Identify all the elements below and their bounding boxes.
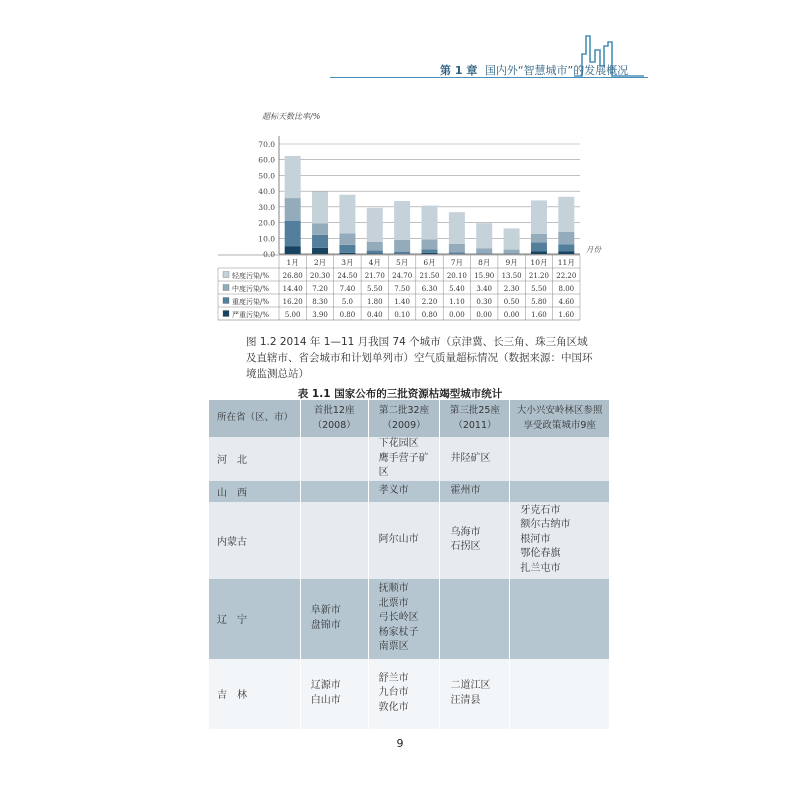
y-tick-label: 0.0 <box>263 250 275 259</box>
cell-batch-2: 舒兰市 九台市 敦化市 <box>368 659 440 729</box>
cell-batch-1: 阜新市 盘锦市 <box>300 579 368 659</box>
cell-province: 河 北 <box>209 437 301 481</box>
bar-segment <box>422 206 438 240</box>
data-label: 3.90 <box>312 311 328 319</box>
data-label: 5.80 <box>531 298 547 306</box>
bar-segment <box>312 235 328 248</box>
data-label: 15.90 <box>474 272 495 280</box>
y-tick-label: 20.0 <box>258 218 275 228</box>
cell-batch-1 <box>300 502 368 579</box>
cell-batch-2: 下花园区 鹰手营子矿区 <box>368 437 440 481</box>
data-label: 0.80 <box>339 311 356 319</box>
legend-label: 轻度污染/% <box>232 272 270 280</box>
data-label: 16.20 <box>282 298 303 306</box>
stacked-bar-chart <box>0 0 800 330</box>
data-label: 5.0 <box>341 298 353 306</box>
data-label: 1.60 <box>558 311 575 319</box>
data-label: 5.00 <box>284 311 301 319</box>
data-label: 8.30 <box>312 298 328 306</box>
x-axis-label: 月份 <box>586 245 601 254</box>
bar-segment <box>558 244 574 251</box>
data-label: 1.10 <box>449 298 465 306</box>
bar-segment <box>339 233 355 245</box>
bar-segment <box>476 223 492 248</box>
data-label: 20.10 <box>446 272 467 280</box>
table-title: 表 1.1 国家公布的三批资源枯竭型城市统计 <box>297 388 503 400</box>
bar-segment <box>285 198 301 221</box>
bar-segment <box>394 201 410 240</box>
bar-segment <box>422 249 438 252</box>
table-row <box>209 579 610 659</box>
data-label: 0.10 <box>394 311 410 319</box>
x-tick-label: 11月 <box>557 258 575 267</box>
bar-segment <box>476 248 492 253</box>
cell-forest-region <box>510 659 610 729</box>
data-label: 3.40 <box>476 285 493 293</box>
data-label: 0.30 <box>476 298 493 306</box>
bar-segment <box>449 252 465 254</box>
bar-segment <box>504 250 520 254</box>
data-label: 2.20 <box>421 298 438 306</box>
bar-segment <box>339 253 355 254</box>
data-label: 24.70 <box>392 272 413 280</box>
x-tick-label: 1月 <box>286 258 299 267</box>
data-label: 21.20 <box>528 272 549 280</box>
data-label: 0.00 <box>476 311 493 319</box>
y-tick-label: 40.0 <box>258 187 275 197</box>
cell-batch-3: 二道江区 汪清县 <box>440 659 510 729</box>
y-tick-label: 50.0 <box>258 171 275 181</box>
x-tick-label: 3月 <box>341 258 354 267</box>
data-label: 5.40 <box>449 285 465 293</box>
x-tick-label: 9月 <box>505 258 518 267</box>
data-label: 14.40 <box>282 285 303 293</box>
chapter-number: 第 1 章 <box>440 64 478 77</box>
legend-swatch <box>223 272 229 278</box>
bar-segment <box>339 245 355 253</box>
cell-province: 辽 宁 <box>209 579 301 659</box>
bar-segment <box>531 234 547 243</box>
bar-segment <box>504 228 520 249</box>
data-label: 26.80 <box>282 272 303 280</box>
bar-segment <box>531 200 547 233</box>
data-label: 21.50 <box>419 272 440 280</box>
bar-segment <box>339 195 355 234</box>
table-row <box>209 502 610 579</box>
bar-segment <box>394 252 410 254</box>
cell-batch-2: 阿尔山市 <box>368 502 440 579</box>
cell-province: 吉 林 <box>209 659 301 729</box>
header-province: 所在省（区、市） <box>209 400 301 437</box>
data-label: 6.30 <box>421 285 438 293</box>
cell-batch-3: 乌海市 石拐区 <box>440 502 510 579</box>
bar-segment <box>449 212 465 244</box>
data-label: 7.50 <box>394 285 410 293</box>
chapter-title: 国内外“智慧城市”的发展概况 <box>484 64 629 77</box>
data-label: 5.50 <box>366 285 383 293</box>
y-tick-label: 60.0 <box>258 155 275 165</box>
bar-segment <box>312 192 328 224</box>
legend-swatch <box>223 285 229 291</box>
bar-segment <box>394 240 410 252</box>
data-label: 2.30 <box>503 285 520 293</box>
page-number: 9 <box>396 737 404 750</box>
header-forest-region: 大小兴安岭林区参照 享受政策城市9座 <box>510 400 610 437</box>
cell-province: 山 西 <box>209 481 301 502</box>
data-label: 21.70 <box>364 272 385 280</box>
bar-segment <box>422 239 438 249</box>
bar-segment <box>531 242 547 251</box>
data-label: 0.80 <box>421 311 438 319</box>
cities-table <box>208 400 610 729</box>
data-label: 1.40 <box>394 298 410 306</box>
data-label: 22.20 <box>556 272 577 280</box>
y-tick-label: 70.0 <box>258 140 275 149</box>
data-label: 0.00 <box>503 311 520 319</box>
x-tick-label: 8月 <box>478 258 491 267</box>
y-tick-label: 30.0 <box>258 202 275 212</box>
cell-province: 内蒙古 <box>209 502 301 579</box>
table-row <box>209 659 610 729</box>
x-tick-label: 6月 <box>423 258 436 267</box>
data-label: 4.60 <box>558 298 575 306</box>
cell-batch-1 <box>300 437 368 481</box>
cell-forest-region <box>510 437 610 481</box>
header-batch-1: 首批12座 （2008） <box>300 400 368 437</box>
table-row <box>209 437 610 481</box>
legend-swatch <box>223 298 229 304</box>
bar-segment <box>312 224 328 235</box>
data-label: 1.80 <box>366 298 383 306</box>
x-tick-label: 7月 <box>450 258 464 267</box>
figure-caption: 图 1.2 2014 年 1—11 月我国 74 个城市（京津冀、长三角、珠三角区域及直辖市、省会城市和计划单列市）空气质量超标情况（数据来源：中国环境监测总站） <box>246 336 593 380</box>
y-axis-label: 超标天数比率/% <box>262 112 321 121</box>
cell-forest-region: 牙克石市 额尔古纳市 根河市 鄂伦春旗 扎兰屯市 <box>510 502 610 579</box>
x-tick-label: 2月 <box>313 258 327 267</box>
bar-segment <box>367 208 383 242</box>
data-label: 7.40 <box>339 285 356 293</box>
bar-segment <box>367 251 383 254</box>
bar-segment <box>449 244 465 252</box>
legend-label: 严重污染/% <box>232 311 270 319</box>
bar-segment <box>312 248 328 254</box>
data-label: 0.00 <box>449 311 465 319</box>
legend-swatch <box>223 311 229 317</box>
x-tick-label: 5月 <box>395 258 409 267</box>
data-label: 24.50 <box>337 272 358 280</box>
data-label: 8.00 <box>558 285 575 293</box>
bar-segment <box>285 156 301 198</box>
bar-segment <box>285 221 301 246</box>
cell-batch-1 <box>300 481 368 502</box>
header-batch-3: 第三批25座 （2011） <box>440 400 510 437</box>
bar-segment <box>504 253 520 254</box>
bar-segment <box>367 242 383 251</box>
cell-batch-3: 井陉矿区 <box>440 437 510 481</box>
bar-segment <box>367 253 383 254</box>
data-label: 0.40 <box>366 311 383 319</box>
cell-batch-1: 辽源市 白山市 <box>300 659 368 729</box>
cell-forest-region <box>510 481 610 502</box>
bar-segment <box>422 253 438 254</box>
bar-segment <box>531 251 547 254</box>
data-label: 7.20 <box>312 285 328 293</box>
bar-segment <box>558 197 574 232</box>
data-label: 0.50 <box>503 298 520 306</box>
x-tick-label: 10月 <box>530 258 548 267</box>
legend-label: 中度污染/% <box>232 285 270 293</box>
cell-batch-2: 孝义市 <box>368 481 440 502</box>
bar-segment <box>558 232 574 245</box>
bar-segment <box>558 251 574 254</box>
data-label: 1.60 <box>531 311 547 319</box>
data-label: 5.50 <box>531 285 547 293</box>
bar-segment <box>285 246 301 254</box>
data-label: 13.50 <box>501 272 522 280</box>
data-label: 20.30 <box>310 272 331 280</box>
cell-batch-3 <box>440 579 510 659</box>
cell-batch-3: 霍州市 <box>440 481 510 502</box>
cell-forest-region <box>510 579 610 659</box>
table-row <box>209 481 610 502</box>
header-batch-2: 第二批32座 （2009） <box>368 400 440 437</box>
y-tick-label: 10.0 <box>258 234 275 244</box>
cell-batch-2: 抚顺市 北票市 弓长岭区 杨家杖子 南票区 <box>368 579 440 659</box>
x-tick-label: 4月 <box>368 258 381 267</box>
legend-label: 重度污染/% <box>232 298 270 306</box>
